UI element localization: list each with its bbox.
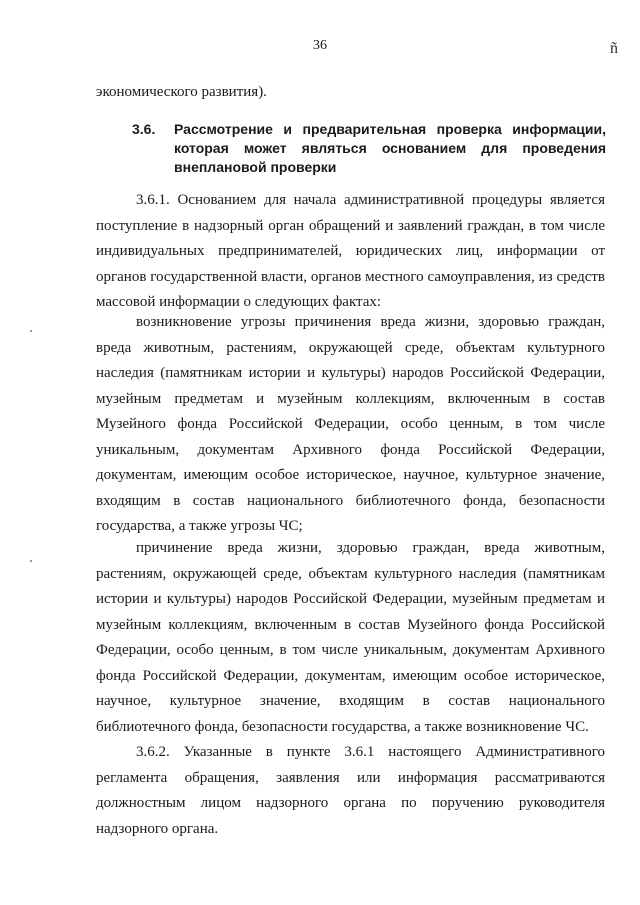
intro-line: экономического развития). <box>96 84 267 100</box>
paragraph-3-6-2: 3.6.2. Указанные в пункте 3.6.1 настоящего Административного регламента обращения, заявления или информация рассматриваются должностным лицом надзорного органа по поручению руководителя надзорного органа. <box>96 744 605 837</box>
paragraph-harm: причинение вреда жизни, здоровью граждан, вреда животным, растениям, окружающей среде, объектам культурного наследия (памятникам истории и культуры) народов Российской Федерации, музейным предметам и музейным коллекциям, включенным в состав Музейного фонда Российской Федерации, особо ценным, в том числе уникальным, документам Архивного фонда Российской Федерации, документам, имеющим особое историческое, научное, культурное значение, входящим в состав национального библиотечного фонда, безопасности государства, а также возникновение ЧС. <box>96 540 605 735</box>
corner-handwritten-mark: ñ <box>610 40 618 57</box>
scan-dot <box>30 560 32 562</box>
section-title: Рассмотрение и предварительная проверка информации, которая может являться основанием для проведения внеплановой проверки <box>174 121 606 175</box>
page-number: 36 <box>313 38 327 53</box>
scan-dot <box>30 330 32 332</box>
section-number: 3.6. <box>132 121 156 137</box>
section-heading <box>132 120 606 177</box>
paragraph-3-6-1: 3.6.1. Основанием для начала административной процедуры является поступление в надзорный орган обращений и заявлений граждан, в том числе индивидуальных предпринимателей, юридических лиц, информации от органов государственной власти, органов местного самоуправления, из средств массовой информации о следующих фактах: <box>96 192 605 310</box>
paragraph-threat: возникновение угрозы причинения вреда жизни, здоровью граждан, вреда животным, растениям, окружающей среде, объектам культурного наследия (памятникам истории и культуры) народов Российской Федерации, музейным предметам и музейным коллекциям, включенным в состав Музейного фонда Российской Федерации, особо ценным, в том числе уникальным, документам Архивного фонда Российской Федерации, документам, имеющим особое историческое, научное, культурное значение, входящим в состав национального библиотечного фонда, безопасности государства, а также угрозы ЧС; <box>96 314 605 534</box>
